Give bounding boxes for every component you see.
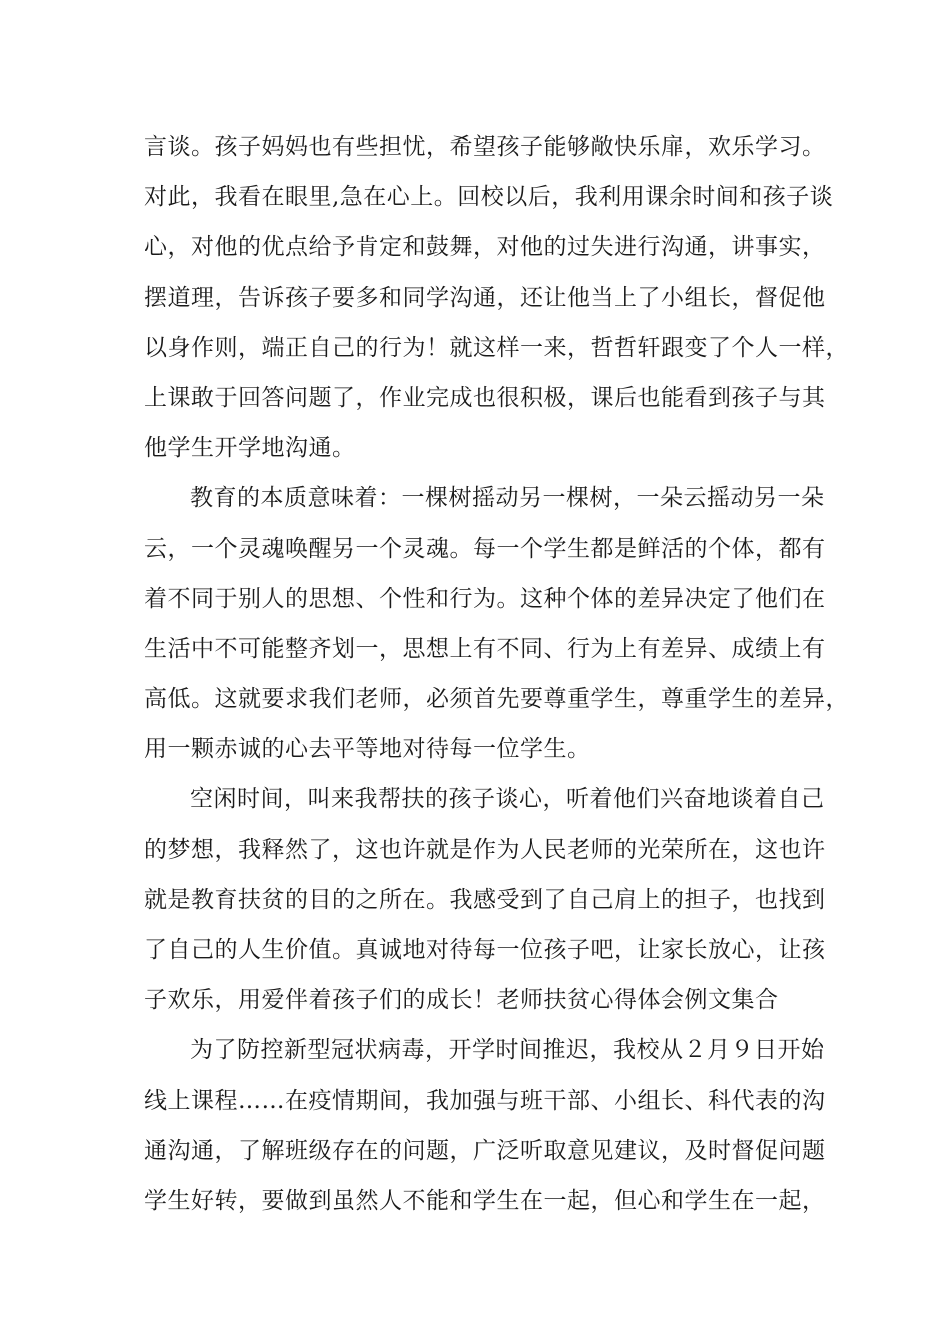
text-line: 高低。这就要求我们老师，必须首先要尊重学生，尊重学生的差异，: [144, 686, 849, 713]
text-line: 用一颗赤诚的心去平等地对待每一位学生。: [144, 736, 591, 763]
paragraph-first-line: 空闲时间，叫来我帮扶的孩子谈心，听着他们兴奋地谈着自己: [190, 786, 825, 813]
text-line: 他学生开学地沟通。: [144, 435, 356, 462]
text-line: 上课敢于回答问题了，作业完成也很积极，课后也能看到孩子与其: [144, 384, 826, 411]
text-line: 以身作则，端正自己的行为！就这样一来，哲哲轩跟变了个人一样，: [144, 334, 849, 361]
paragraph-first-line: 为了防控新型冠状病毒，开学时间推迟，我校从２月９日开始: [190, 1037, 825, 1064]
text-line: 的梦想，我释然了，这也许就是作为人民老师的光荣所在，这也许: [144, 836, 826, 863]
text-line: 言谈。孩子妈妈也有些担忧，希望孩子能够敞快乐扉，欢乐学习。: [144, 134, 826, 160]
text-line: 生活中不可能整齐划一，思想上有不同、行为上有差异、成绩上有: [144, 635, 826, 662]
text-line: 线上课程……在疫情期间，我加强与班干部、小组长、科代表的沟: [144, 1087, 826, 1114]
text-line: 通沟通，了解班级存在的问题，广泛听取意见建议，及时督促问题: [144, 1137, 826, 1164]
text-line: 子欢乐，用爱伴着孩子们的成长！老师扶贫心得体会例文集合: [144, 987, 779, 1014]
text-line: 着不同于别人的思想、个性和行为。这种个体的差异决定了他们在: [144, 585, 826, 612]
paragraph-first-line: 教育的本质意味着：一棵树摇动另一棵树，一朵云摇动另一朵: [190, 485, 825, 512]
text-line: 了自己的人生价值。真诚地对待每一位孩子吧，让家长放心，让孩: [144, 937, 826, 963]
text-line: 对此，我看在眼里,急在心上。回校以后，我利用课余时间和孩子谈: [144, 184, 834, 211]
text-line: 心，对他的优点给予肯定和鼓舞，对他的过失进行沟通，讲事实，: [144, 234, 826, 261]
body-text: [144, 122, 849, 1226]
text-line: 云，一个灵魂唤醒另一个灵魂。每一个学生都是鲜活的个体，都有: [144, 535, 826, 562]
text-line: 就是教育扶贫的目的之所在。我感受到了自己肩上的担子，也找到: [144, 886, 826, 913]
text-line: 摆道理，告诉孩子要多和同学沟通，还让他当上了小组长，督促他: [144, 284, 826, 311]
text-line: 学生好转，要做到虽然人不能和学生在一起，但心和学生在一起，: [144, 1187, 826, 1214]
